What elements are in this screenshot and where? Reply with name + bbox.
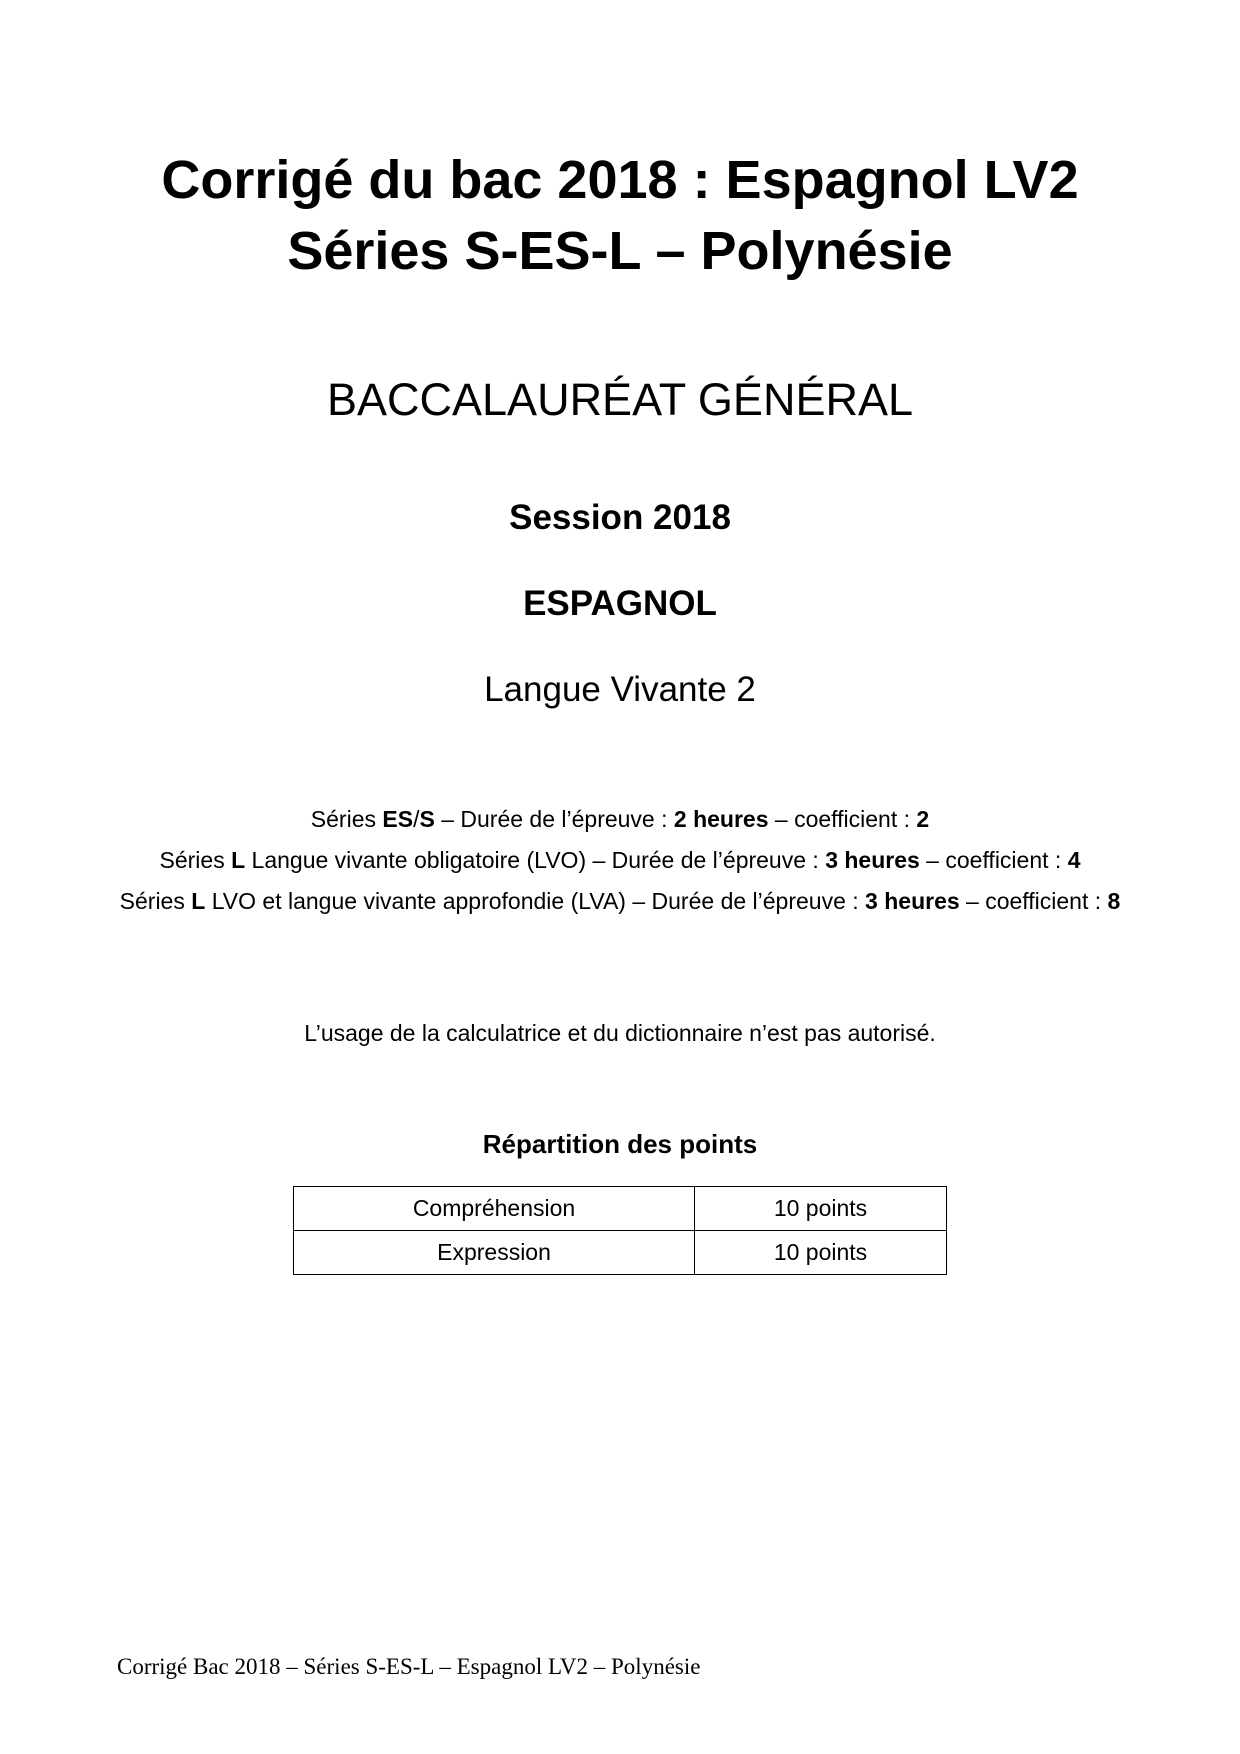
series-text: – coefficient : xyxy=(919,847,1068,873)
usage-note: L’usage de la calculatrice et du dictionnaire n’est pas autorisé. xyxy=(304,1020,936,1046)
points-table xyxy=(293,1186,947,1275)
series-bold: ES xyxy=(382,806,414,832)
series-text: Langue vivante obligatoire (LVO) – Durée de l’épreuve : xyxy=(245,847,826,873)
series-text: / xyxy=(413,806,420,832)
series-coefficient: 4 xyxy=(1067,847,1081,873)
series-coefficient: 8 xyxy=(1107,888,1121,914)
subject-label: ESPAGNOL xyxy=(523,584,717,623)
series-line-l-lvo xyxy=(0,844,1240,876)
table-row xyxy=(294,1187,947,1231)
series-line-l-lva xyxy=(0,885,1240,917)
series-text: LVO et langue vivante approfondie (LVA) – Durée de l’épreuve : xyxy=(205,888,866,914)
series-text: – coefficient : xyxy=(768,806,917,832)
table-cell-section: Expression xyxy=(294,1231,695,1275)
page-title-line-2: Séries S-ES-L – Polynésie xyxy=(287,221,953,281)
series-bold: S xyxy=(419,806,435,832)
series-text: – Durée de l’épreuve : xyxy=(434,806,674,832)
series-coefficient: 2 xyxy=(916,806,930,832)
series-bold: L xyxy=(191,888,206,914)
session-label: Session 2018 xyxy=(509,498,731,537)
table-cell-points: 10 points xyxy=(695,1187,947,1231)
series-text: Séries xyxy=(159,847,232,873)
series-duration: 2 heures xyxy=(673,806,769,832)
exam-name: BACCALAURÉAT GÉNÉRAL xyxy=(326,374,913,425)
table-cell-section: Compréhension xyxy=(294,1187,695,1231)
table-row xyxy=(294,1231,947,1275)
table-cell-points: 10 points xyxy=(695,1231,947,1275)
series-duration: 3 heures xyxy=(865,888,960,914)
language-level-label: Langue Vivante 2 xyxy=(484,670,756,709)
series-text: Séries xyxy=(119,888,192,914)
series-line-es-s xyxy=(0,803,1240,835)
series-duration: 3 heures xyxy=(825,847,920,873)
series-text: Séries xyxy=(310,806,383,832)
series-text: – coefficient : xyxy=(959,888,1108,914)
page-title-line-1: Corrigé du bac 2018 : Espagnol LV2 xyxy=(161,150,1079,210)
series-bold: L xyxy=(231,847,246,873)
page-footer: Corrigé Bac 2018 – Séries S-ES-L – Espagnol LV2 – Polynésie xyxy=(117,1654,701,1679)
points-table-title: Répartition des points xyxy=(482,1129,758,1159)
